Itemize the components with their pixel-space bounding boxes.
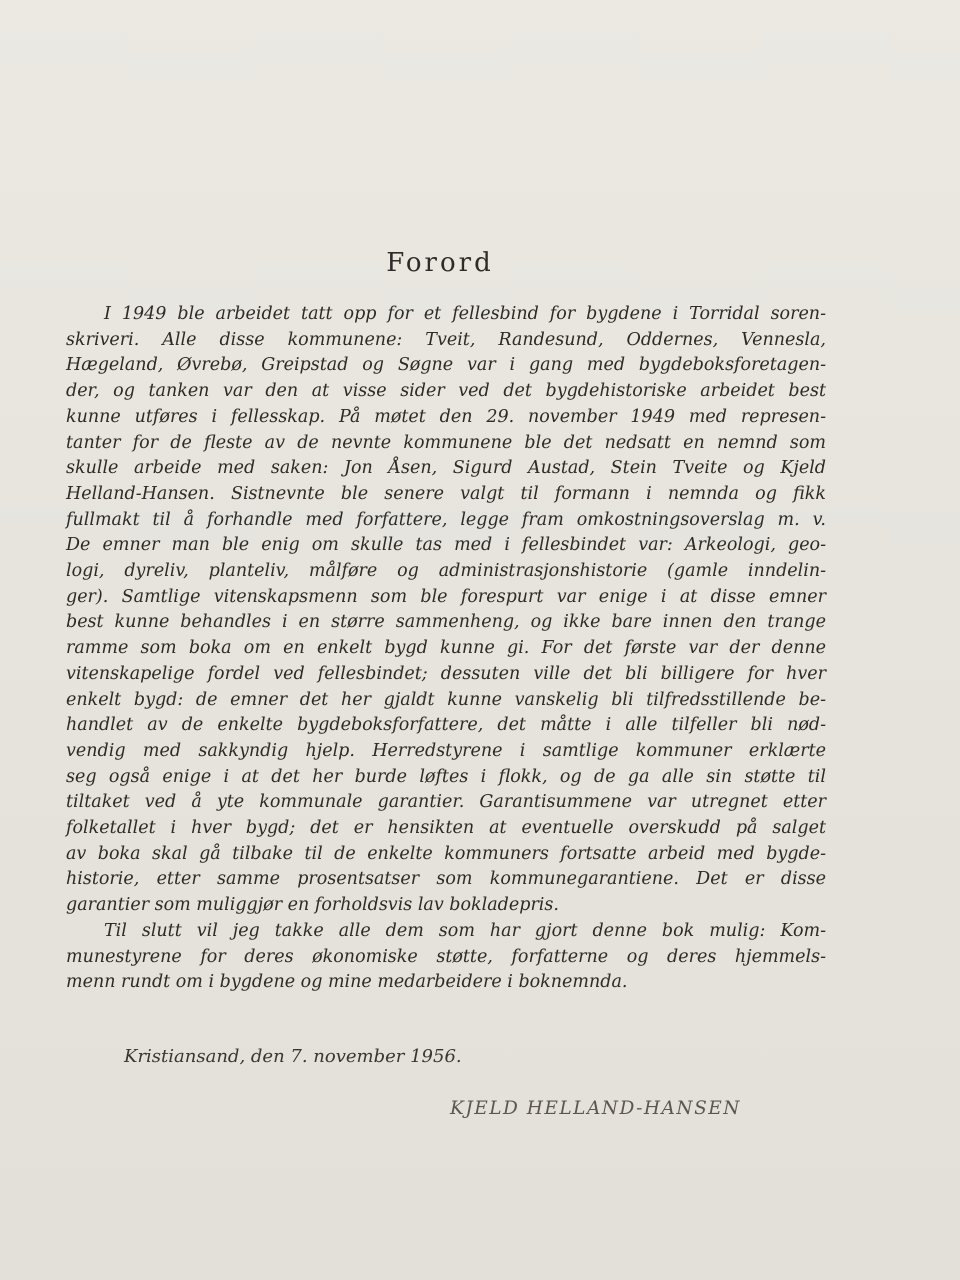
- text-line: fullmakt til å forhandle med forfattere, legge fram omkostningsoverslag m. v.: [66, 509, 826, 530]
- text-line: handlet av de enkelte bygdeboksforfattere, det måtte i alle tilfeller bli nød-: [66, 715, 826, 736]
- text-line: I 1949 ble arbeidet tatt opp for et fellesbind for bygdene i Torridal soren-: [104, 304, 826, 324]
- text-line: ger). Samtlige vitenskapsmenn som ble forespurt var enige i at disse emner: [66, 586, 826, 607]
- text-line: Helland-Hansen. Sistnevnte ble senere valgt til formann i nemnda og fikk: [66, 483, 826, 504]
- text-line: historie, etter samme prosentsatser som kommunegarantiene. Det er disse: [66, 869, 826, 890]
- text-line: logi, dyreliv, planteliv, målføre og administrasjonshistorie (gamle inndelin-: [66, 561, 826, 582]
- text-line: Til slutt vil jeg takke alle dem som har gjort denne bok mulig: Kom-: [104, 920, 826, 941]
- place-and-date: Kristiansand, den 7. november 1956.: [124, 1046, 462, 1067]
- text-line: Hægeland, Øvrebø, Greipstad og Søgne var i gang med bygdeboksforetagen-: [66, 355, 826, 376]
- text-line: munestyrene for deres økonomiske støtte, forfatterne og deres hjemmels-: [66, 946, 826, 967]
- paragraph: [66, 302, 826, 919]
- page-title: Forord: [386, 248, 494, 278]
- text-line: skriveri. Alle disse kommunene: Tveit, Randesund, Oddernes, Vennesla,: [66, 329, 826, 350]
- text-line: folketallet i hver bygd; det er hensikten at eventuelle overskudd på salget: [66, 818, 826, 839]
- foreword-text: [66, 302, 826, 996]
- text-line: menn rundt om i bygdene og mine medarbeidere i boknemnda.: [66, 972, 628, 993]
- text-line: enkelt bygd: de emner det her gjaldt kunne vanskelig bli tilfredsstillende be-: [66, 689, 826, 710]
- text-line: vendig med sakkyndig hjelp. Herredstyrene i samtlige kommuner erklærte: [66, 740, 826, 761]
- text-line: kunne utføres i fellesskap. På møtet den 29. november 1949 med represen-: [66, 406, 826, 427]
- text-line: vitenskapelige fordel ved fellesbindet; dessuten ville det bli billigere for hver: [66, 663, 826, 684]
- paragraph-container: [66, 302, 826, 996]
- text-line: der, og tanken var den at visse sider ved det bygdehistoriske arbeidet best: [66, 381, 826, 402]
- text-line: av boka skal gå tilbake til de enkelte kommuners fortsatte arbeid med bygde-: [66, 843, 826, 864]
- text-line: De emner man ble enig om skulle tas med i fellesbindet var: Arkeologi, geo-: [66, 535, 826, 556]
- text-line: seg også enige i at det her burde løftes i flokk, og de ga alle sin støtte til: [66, 766, 826, 787]
- text-line: tiltaket ved å yte kommunale garantier. Garantisummene var utregnet etter: [66, 792, 826, 813]
- paragraph: [66, 919, 826, 996]
- text-line: skulle arbeide med saken: Jon Åsen, Sigurd Austad, Stein Tveite og Kjeld: [66, 458, 826, 479]
- text-line: best kunne behandles i en større sammenheng, og ikke bare innen den trange: [66, 612, 826, 633]
- text-line: garantier som muliggjør en forholdsvis lav bokladepris.: [66, 895, 559, 916]
- text-line: tanter for de fleste av de nevnte kommunene ble det nedsatt en nemnd som: [66, 432, 826, 453]
- author-signature: KJELD HELLAND-HANSEN: [450, 1098, 741, 1119]
- text-line: ramme som boka om en enkelt bygd kunne gi. For det første var der denne: [66, 638, 826, 659]
